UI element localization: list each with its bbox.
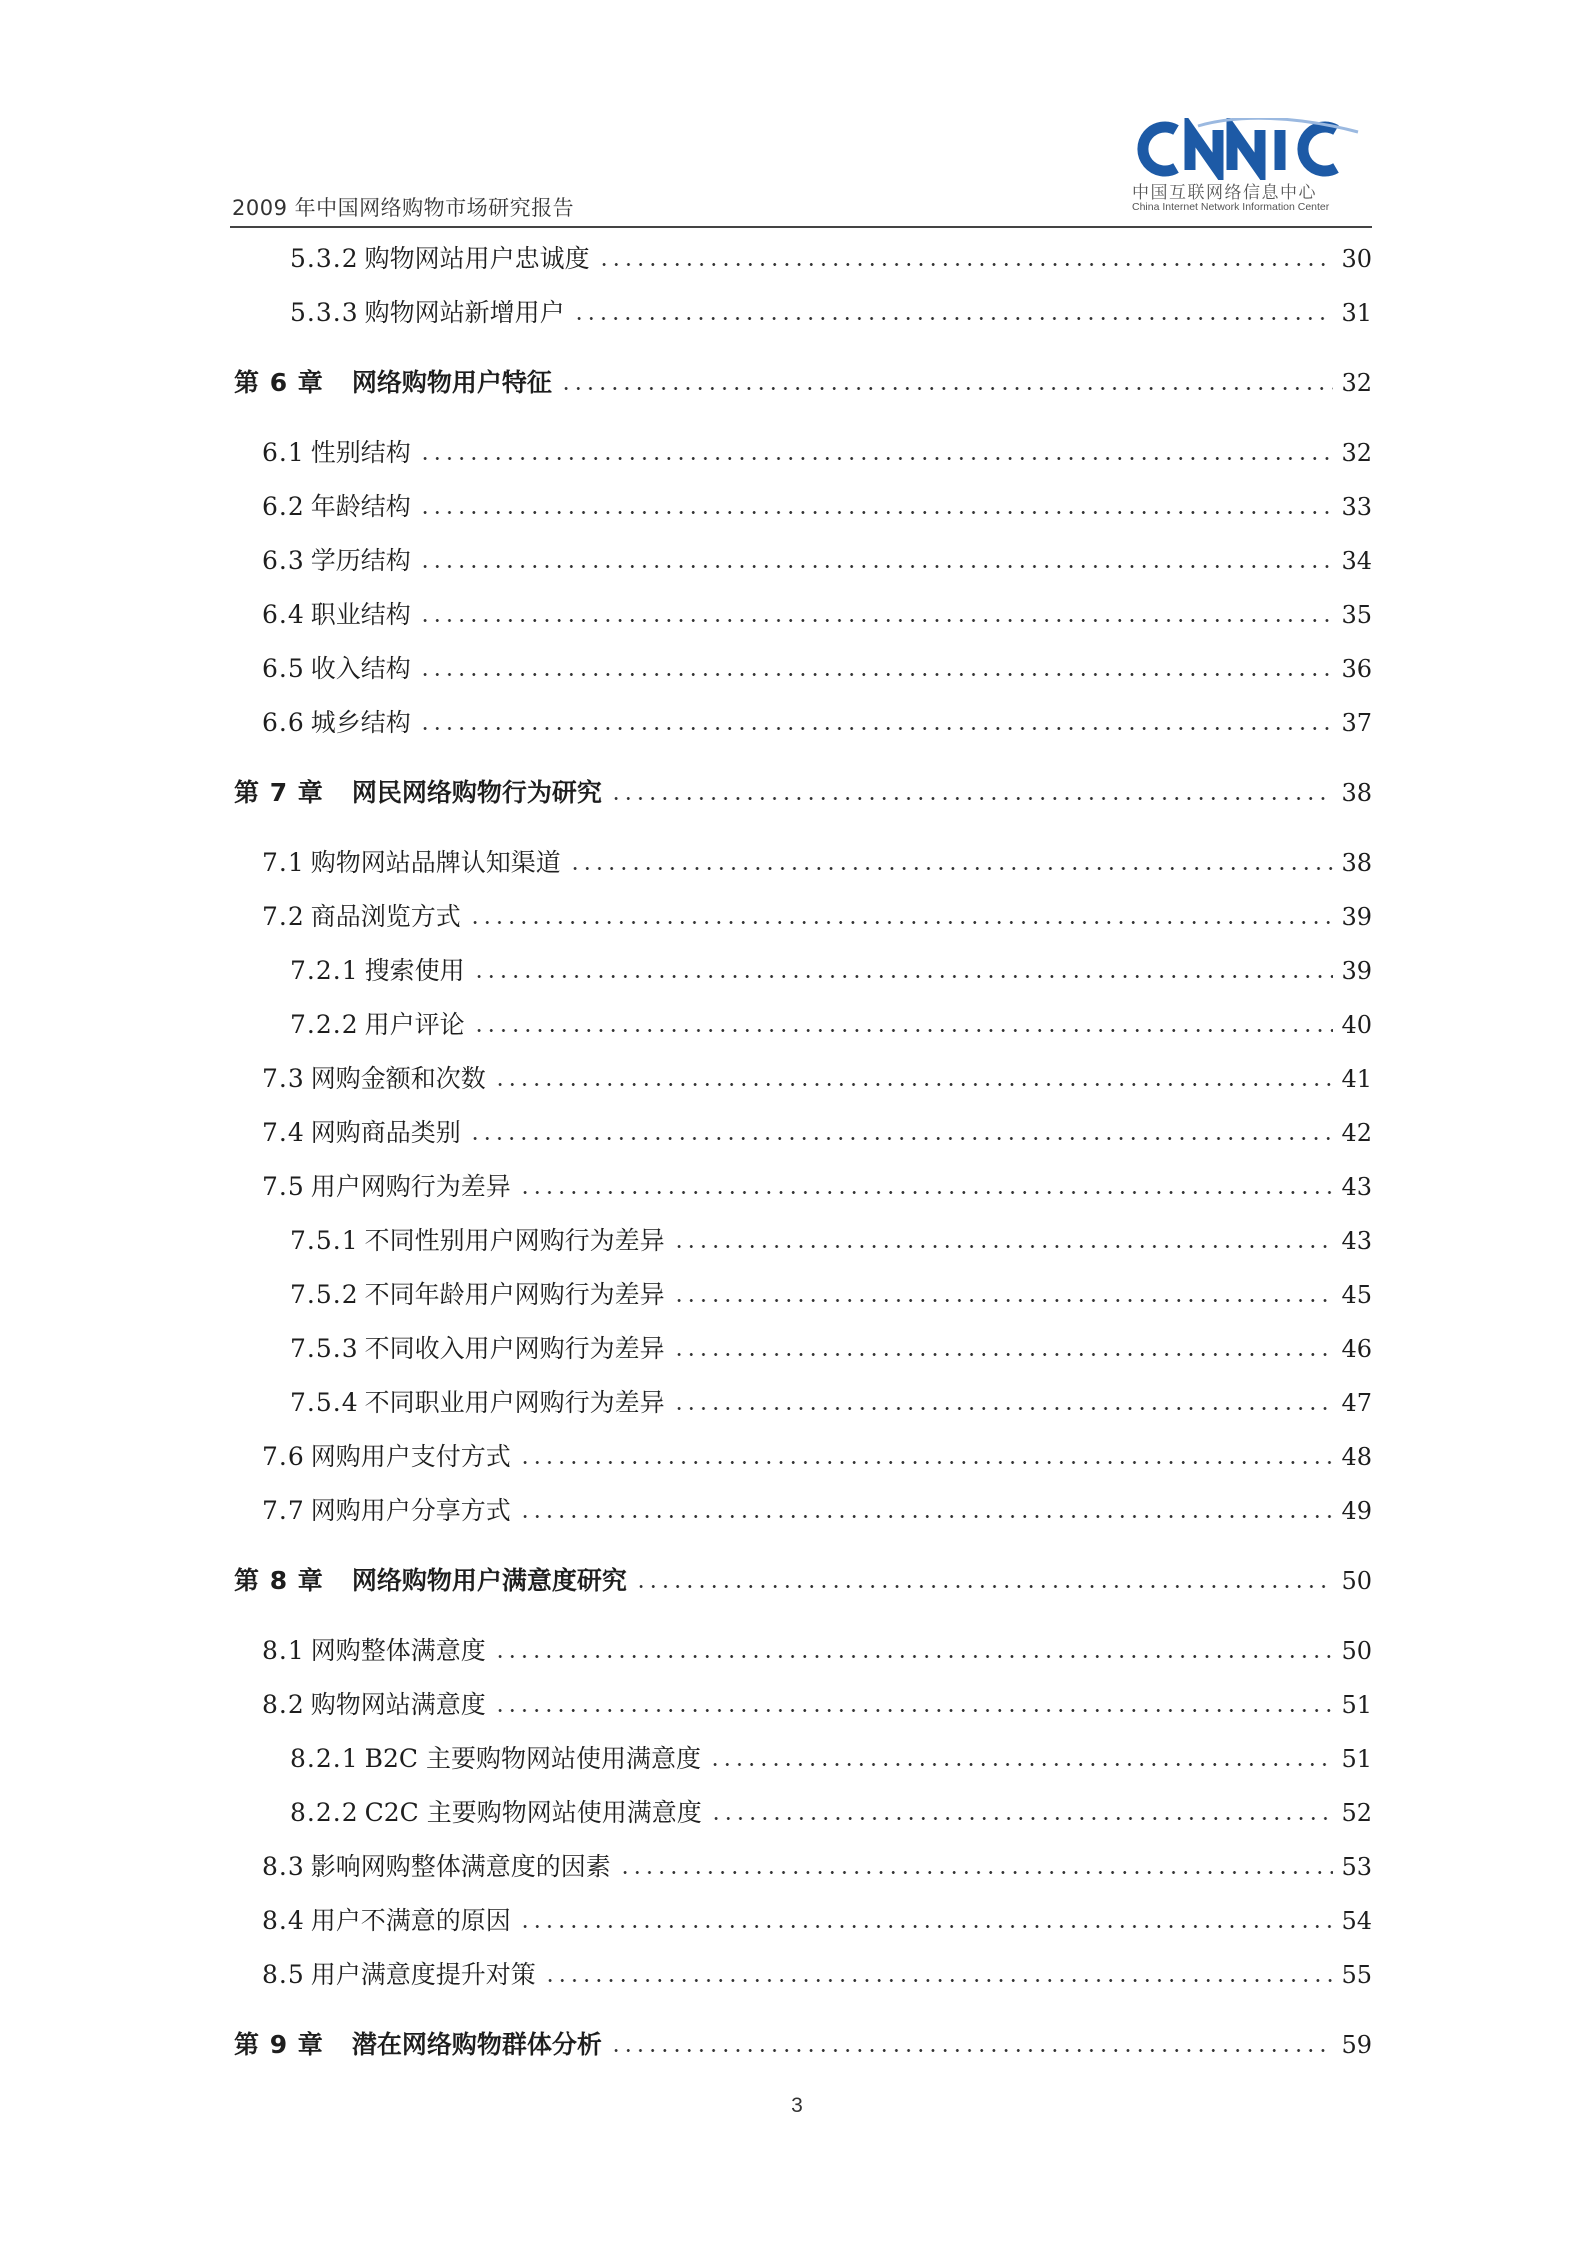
toc-entry-title: 学历结构 <box>310 546 411 575</box>
toc-entry-page: 49 <box>1341 1497 1372 1525</box>
toc-entry-page: 51 <box>1341 1745 1372 1773</box>
toc-entry-number: 7.4 <box>262 1118 305 1147</box>
toc-dot-leader <box>473 1029 1334 1032</box>
toc-section-entry[interactable] <box>290 1384 1372 1418</box>
toc-entry-number: 6.3 <box>262 546 305 575</box>
toc-dot-leader <box>673 1299 1334 1302</box>
toc-entry-title: 收入结构 <box>310 654 411 683</box>
toc-entry-number: 第 9 章 <box>234 2030 324 2059</box>
logo-english-name: China Internet Network Information Center <box>1132 201 1330 213</box>
toc-entry-page: 39 <box>1341 957 1372 985</box>
toc-entry-page: 54 <box>1341 1907 1372 1935</box>
toc-section-entry[interactable] <box>262 1438 1372 1472</box>
toc-entry-page: 33 <box>1341 493 1372 521</box>
toc-entry-title: 网络购物用户特征 <box>351 368 552 397</box>
toc-dot-leader <box>419 457 1334 460</box>
toc-entry-title: 不同年龄用户网购行为差异 <box>364 1280 665 1309</box>
toc-dot-leader <box>473 975 1334 978</box>
toc-entry-title: 城乡结构 <box>310 708 411 737</box>
toc-dot-leader <box>710 1817 1334 1820</box>
toc-entry-page: 59 <box>1341 2031 1372 2059</box>
toc-entry-title: 用户不满意的原因 <box>310 1906 511 1935</box>
toc-entry-title: 职业结构 <box>310 600 411 629</box>
toc-section-entry[interactable] <box>262 1902 1372 1936</box>
toc-section-entry[interactable] <box>262 844 1372 878</box>
toc-entry-title: 网购商品类别 <box>310 1118 461 1147</box>
toc-entry-page: 52 <box>1341 1799 1372 1827</box>
toc-section-entry[interactable] <box>262 1848 1372 1882</box>
toc-entry-number: 6.6 <box>262 708 305 737</box>
toc-dot-leader <box>419 673 1334 676</box>
toc-section-entry[interactable] <box>290 294 1372 328</box>
toc-entry-number: 7.2.2 <box>290 1010 359 1039</box>
toc-entry-page: 53 <box>1341 1853 1372 1881</box>
logo-chinese-name: 中国互联网络信息中心 <box>1132 183 1317 203</box>
toc-dot-leader <box>494 1709 1334 1712</box>
toc-entry-title: 购物网站新增用户 <box>364 298 565 327</box>
toc-entry-title: 网购金额和次数 <box>310 1064 486 1093</box>
toc-dot-leader <box>519 1925 1334 1928</box>
toc-entry-page: 32 <box>1341 369 1372 397</box>
toc-dot-leader <box>673 1245 1334 1248</box>
toc-section-entry[interactable] <box>290 1006 1372 1040</box>
toc-dot-leader <box>544 1979 1334 1982</box>
toc-entry-title: 影响网购整体满意度的因素 <box>310 1852 611 1881</box>
toc-entry-number: 8.2.2 <box>290 1798 359 1827</box>
toc-entry-title: C2C 主要购物网站使用满意度 <box>364 1798 702 1827</box>
report-title: 2009 年中国网络购物市场研究报告 <box>232 196 575 220</box>
toc-dot-leader <box>419 565 1334 568</box>
toc-entry-title: 商品浏览方式 <box>310 902 461 931</box>
toc-entry-number: 8.1 <box>262 1636 305 1665</box>
toc-section-entry[interactable] <box>262 542 1372 576</box>
toc-chapter-entry[interactable] <box>234 364 1372 398</box>
toc-entry-page: 35 <box>1341 601 1372 629</box>
toc-dot-leader <box>494 1083 1334 1086</box>
toc-dot-leader <box>673 1407 1334 1410</box>
toc-entry-number: 7.3 <box>262 1064 305 1093</box>
toc-entry-page: 43 <box>1341 1227 1372 1255</box>
toc-entry-number: 第 7 章 <box>234 778 324 807</box>
toc-entry-number: 7.1 <box>262 848 305 877</box>
toc-chapter-entry[interactable] <box>234 1562 1372 1596</box>
toc-entry-title: 用户网购行为差异 <box>310 1172 511 1201</box>
toc-entry-title: 不同性别用户网购行为差异 <box>364 1226 665 1255</box>
toc-entry-number: 8.4 <box>262 1906 305 1935</box>
toc-entry-title: 用户评论 <box>364 1010 465 1039</box>
toc-entry-title: 购物网站满意度 <box>310 1690 486 1719</box>
toc-entry-page: 50 <box>1341 1637 1372 1665</box>
toc-entry-number: 8.2 <box>262 1690 305 1719</box>
toc-entry-title: 购物网站品牌认知渠道 <box>310 848 561 877</box>
toc-entry-page: 40 <box>1341 1011 1372 1039</box>
toc-dot-leader <box>598 263 1334 266</box>
toc-section-entry[interactable] <box>262 1686 1372 1720</box>
toc-entry-title: B2C 主要购物网站使用满意度 <box>364 1744 701 1773</box>
toc-entry-title: 不同职业用户网购行为差异 <box>364 1388 665 1417</box>
toc-section-entry[interactable] <box>262 1632 1372 1666</box>
toc-entry-title: 搜索使用 <box>364 956 465 985</box>
toc-dot-leader <box>519 1461 1334 1464</box>
toc-section-entry[interactable] <box>262 704 1372 738</box>
toc-section-entry[interactable] <box>262 596 1372 630</box>
toc-dot-leader <box>419 511 1334 514</box>
toc-section-entry[interactable] <box>262 1060 1372 1094</box>
toc-entry-number: 7.2 <box>262 902 305 931</box>
toc-entry-title: 用户满意度提升对策 <box>310 1960 536 1989</box>
toc-entry-number: 6.2 <box>262 492 305 521</box>
toc-entry-number: 7.5 <box>262 1172 305 1201</box>
toc-entry-page: 43 <box>1341 1173 1372 1201</box>
toc-entry-page: 41 <box>1341 1065 1372 1093</box>
toc-entry-number: 第 8 章 <box>234 1566 324 1595</box>
toc-entry-number: 8.2.1 <box>290 1744 359 1773</box>
toc-entry-page: 39 <box>1341 903 1372 931</box>
toc-dot-leader <box>610 2049 1334 2052</box>
toc-entry-page: 47 <box>1341 1389 1372 1417</box>
toc-entry-title: 网络购物用户满意度研究 <box>351 1566 627 1595</box>
toc-entry-number: 6.1 <box>262 438 305 467</box>
toc-entry-title: 购物网站用户忠诚度 <box>364 244 590 273</box>
toc-section-entry[interactable] <box>290 1794 1372 1828</box>
toc-entry-page: 45 <box>1341 1281 1372 1309</box>
toc-dot-leader <box>419 727 1334 730</box>
toc-entry-page: 37 <box>1341 709 1372 737</box>
toc-section-entry[interactable] <box>262 1114 1372 1148</box>
toc-entry-number: 7.5.3 <box>290 1334 359 1363</box>
toc-entry-page: 51 <box>1341 1691 1372 1719</box>
toc-dot-leader <box>619 1871 1334 1874</box>
toc-entry-number: 7.5.1 <box>290 1226 359 1255</box>
toc-dot-leader <box>635 1585 1334 1588</box>
toc-section-entry[interactable] <box>290 1330 1372 1364</box>
toc-section-entry[interactable] <box>262 488 1372 522</box>
toc-section-entry[interactable] <box>290 952 1372 986</box>
toc-entry-page: 34 <box>1341 547 1372 575</box>
toc-entry-title: 潜在网络购物群体分析 <box>351 2030 602 2059</box>
toc-entry-page: 36 <box>1341 655 1372 683</box>
toc-dot-leader <box>519 1515 1334 1518</box>
toc-section-entry[interactable] <box>290 1276 1372 1310</box>
toc-dot-leader <box>494 1655 1334 1658</box>
toc-dot-leader <box>569 867 1334 870</box>
toc-entry-page: 42 <box>1341 1119 1372 1147</box>
toc-dot-leader <box>419 619 1334 622</box>
toc-entry-number: 7.5.4 <box>290 1388 359 1417</box>
toc-entry-number: 5.3.2 <box>290 244 359 273</box>
toc-dot-leader <box>610 797 1334 800</box>
toc-entry-number: 7.5.2 <box>290 1280 359 1309</box>
toc-section-entry[interactable] <box>262 898 1372 932</box>
toc-chapter-entry[interactable] <box>234 774 1372 808</box>
toc-entry-title: 年龄结构 <box>310 492 411 521</box>
toc-dot-leader <box>573 317 1334 320</box>
toc-dot-leader <box>519 1191 1334 1194</box>
toc-dot-leader <box>469 1137 1334 1140</box>
toc-entry-number: 8.3 <box>262 1852 305 1881</box>
toc-entry-number: 7.6 <box>262 1442 305 1471</box>
toc-entry-number: 第 6 章 <box>234 368 324 397</box>
toc-entry-title: 网购用户分享方式 <box>310 1496 511 1525</box>
toc-entry-title: 不同收入用户网购行为差异 <box>364 1334 665 1363</box>
toc-section-entry[interactable] <box>290 1740 1372 1774</box>
toc-dot-leader <box>560 387 1334 390</box>
toc-entry-title: 性别结构 <box>310 438 411 467</box>
toc-section-entry[interactable] <box>290 1222 1372 1256</box>
toc-section-entry[interactable] <box>262 1956 1372 1990</box>
toc-entry-page: 55 <box>1341 1961 1372 1989</box>
toc-entry-title: 网民网络购物行为研究 <box>351 778 602 807</box>
toc-entry-number: 8.5 <box>262 1960 305 1989</box>
toc-entry-number: 5.3.3 <box>290 298 359 327</box>
toc-dot-leader <box>673 1353 1334 1356</box>
toc-entry-page: 32 <box>1341 439 1372 467</box>
toc-entry-number: 7.2.1 <box>290 956 359 985</box>
toc-entry-number: 7.7 <box>262 1496 305 1525</box>
toc-entry-number: 6.5 <box>262 654 305 683</box>
toc-entry-page: 50 <box>1341 1567 1372 1595</box>
toc-entry-page: 48 <box>1341 1443 1372 1471</box>
toc-section-entry[interactable] <box>262 434 1372 468</box>
toc-entry-number: 6.4 <box>262 600 305 629</box>
toc-dot-leader <box>709 1763 1333 1766</box>
page-number: 3 <box>791 2094 803 2117</box>
toc-section-entry[interactable] <box>262 650 1372 684</box>
toc-entry-page: 38 <box>1341 849 1372 877</box>
toc-chapter-entry[interactable] <box>234 2026 1372 2060</box>
toc-section-entry[interactable] <box>262 1168 1372 1202</box>
toc-entry-title: 网购用户支付方式 <box>310 1442 511 1471</box>
toc-section-entry[interactable] <box>290 240 1372 274</box>
toc-entry-page: 46 <box>1341 1335 1372 1363</box>
toc-section-entry[interactable] <box>262 1492 1372 1526</box>
toc-entry-page: 31 <box>1341 299 1372 327</box>
toc-entry-page: 38 <box>1341 779 1372 807</box>
toc-dot-leader <box>469 921 1334 924</box>
toc-entry-title: 网购整体满意度 <box>310 1636 486 1665</box>
toc-entry-page: 30 <box>1341 245 1372 273</box>
